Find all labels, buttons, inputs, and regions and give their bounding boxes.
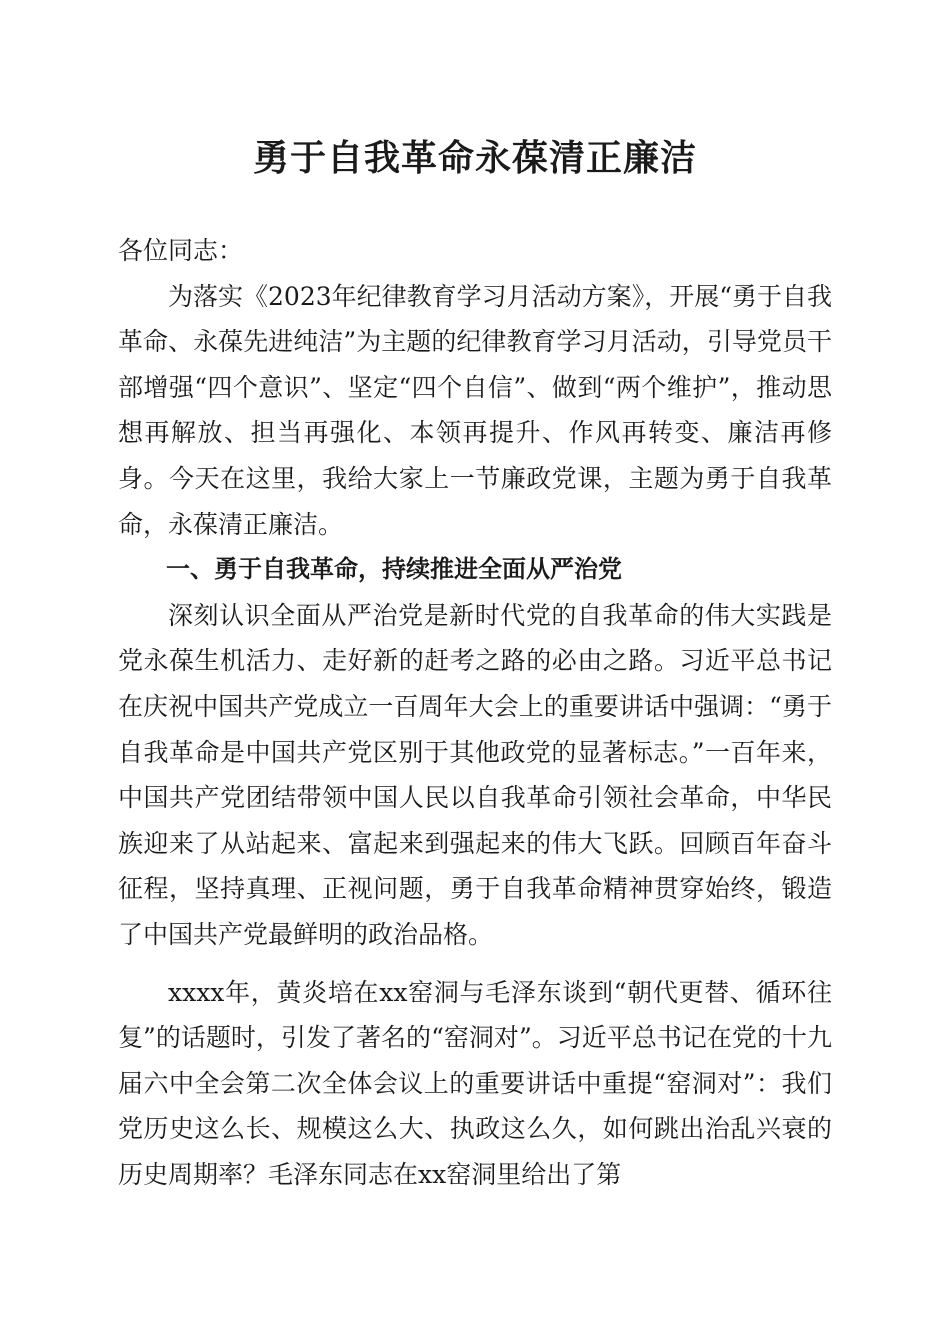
document-title: 勇于自我革命永葆清正廉洁 (252, 137, 697, 179)
paragraph-body-1: 深刻认识全面从严治党是新时代党的自我革命的伟大实践是党永葆生机活力、走好新的赶考之路的必由之路。习近平总书记在庆祝中国共产党成立一百周年大会上的重要讲话中强调：“勇于自我革命是中国共产党区别于其他政党的显著标志。”一百年来，中国共产党团结带领中国人民以自我革命引领社会革命，中华民族迎来了从站起来、富起来到强起来的伟大飞跃。回顾百年奋斗征程，坚持真理、正视问题，勇于自我革命精神贯穿始终，锻造了中国共产党最鲜明的政治品格。 (118, 600, 832, 949)
paragraph-body-2: xxxx年，黄炎培在xx窑洞与毛泽东谈到“朝代更替、循环往复”的话题时，引发了著名的“窑洞对”。习近平总书记在党的十九届六中全会第二次全体会议上的重要讲话中重提“窑洞对”：我们党历史这么长、规模这么大、执政这么久，如何跳出治乱兴衰的历史周期率？毛泽东同志在xx窑洞里给出了第 (118, 977, 832, 1189)
document-body (118, 228, 832, 1197)
salutation: 各位同志： (118, 236, 244, 265)
paragraph-intro: 为落实《2023年纪律教育学习月活动方案》，开展“勇于自我革命、永葆先进纯洁”为主题的纪律教育学习月活动，引导党员干部增强“四个意识”、坚定“四个自信”、做到“两个维护”，推动思想再解放、担当再强化、本领再提升、作风再转变、廉洁再修身。今天在这里，我给大家上一节廉政党课，主题为勇于自我革命，永葆清正廉洁。 (118, 281, 832, 539)
section-heading-1: 一、勇于自我革命，持续推进全面从严治党 (166, 555, 622, 584)
